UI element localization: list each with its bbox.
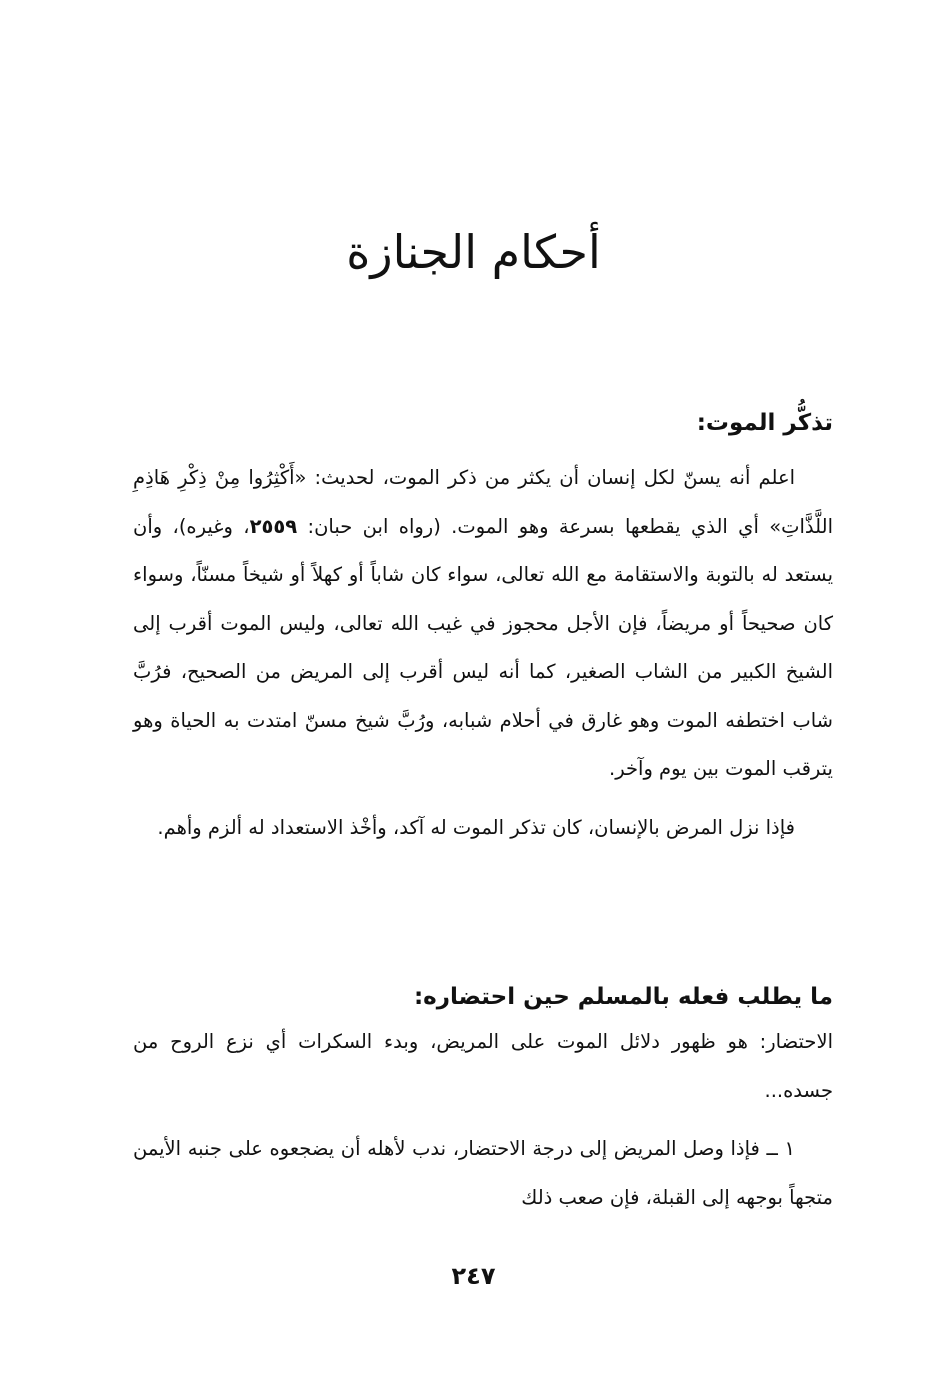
paragraph (133, 454, 833, 794)
paragraph: ١ ــ فإذا وصل المريض إلى درجة الاحتضار، ندب لأهله أن يضجعوه على جنبه الأيمن متجهاً بوجهه إلى القبلة، فإن صعب ذلك (133, 1137, 833, 1209)
paragraph: الاحتضار: هو ظهور دلائل الموت على المريض، وبدء السكرات أي نزع الروح من جسده... (133, 1030, 833, 1102)
paragraph-text: اعلم أنه يسنّ لكل إنسان أن يكثر من ذكر الموت، لحديث: «أَكْثِرُوا مِنْ ذِكْرِ هَاذِمِ اللَّذَّاتِ» أي الذي يقطعها بسرعة وهو الموت. (رواه ابن حبان: (133, 466, 833, 538)
section-heading: تذكُّر الموت: (696, 410, 833, 436)
page-number: ٢٤٧ (451, 1262, 496, 1290)
section-remembering-death (133, 408, 833, 852)
paragraph: فإذا نزل المرض بالإنسان، كان تذكر الموت له آكد، وأخْذ الاستعداد له ألزم وأهم. (157, 815, 795, 839)
paragraph-text: ، وغيره)، وأن يستعد له بالتوبة والاستقامة مع الله تعالى، سواء كان شاباً أو كهلاً أو شيخاً مسنّاً، وسواء كان صحيحاً أو مريضاً، فإن الأجل محجوز في غيب الله تعالى، وليس الموت أقرب إلى الشيخ الكبير من الشاب الصغير، كما أنه ليس أقرب إلى المريض من الصحيح، فرُبَّ شاب اختطفه الموت وهو غارق في أحلام شبابه، ورُبَّ شيخ مسنّ امتدت به الحياة وهو يترقب الموت بين يوم وآخر. (133, 514, 833, 780)
chapter-title: أحكام الجنازة (346, 225, 601, 279)
section-dying-rites (133, 982, 833, 1222)
reference-number: ٢٥٥٩ (249, 514, 298, 538)
section-heading: ما يطلب فعله بالمسلم حين احتضاره: (413, 984, 833, 1010)
